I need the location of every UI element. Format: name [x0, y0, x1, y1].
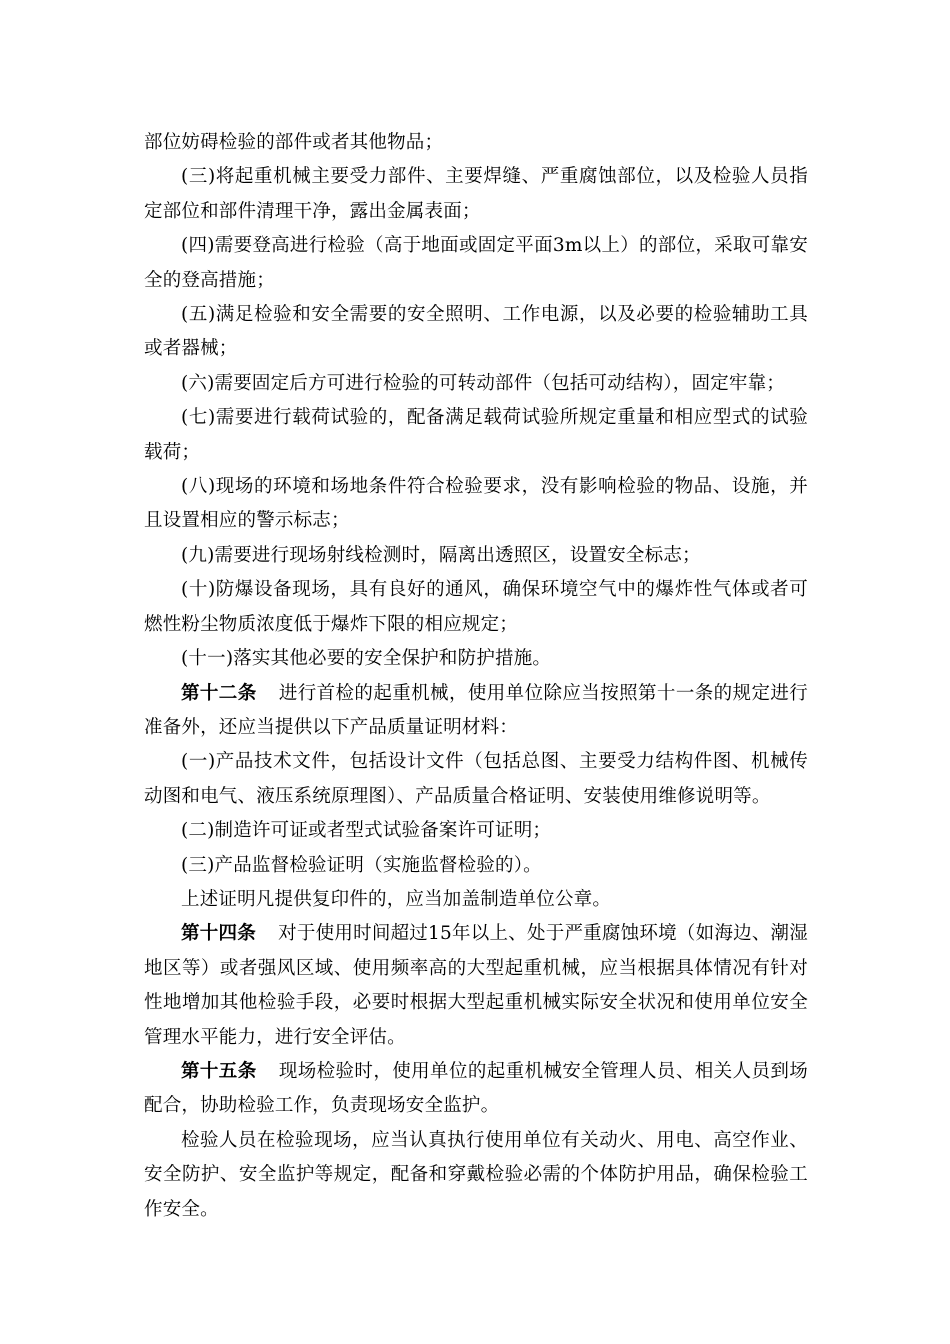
article-heading: 第十二条 — [181, 682, 257, 704]
paragraph-text: (十)防爆设备现场，具有良好的通风，确保环境空气中的爆炸性气体或者可燃性粉尘物质浓度低于爆炸下限的相应规定； — [144, 579, 808, 635]
paragraph-text: (三)产品监督检验证明（实施监督检验的）。 — [181, 854, 542, 876]
article-15 — [144, 1055, 808, 1124]
paragraph-text: 检验人员在检验现场，应当认真执行使用单位有关动火、用电、高空作业、安全防护、安全监护等规定，配备和穿戴检验必需的个体防护用品，确保检验工作安全。 — [144, 1129, 808, 1220]
paragraph-text: (十一)落实其他必要的安全保护和防护措施。 — [181, 648, 552, 670]
paragraph-text: (七)需要进行载荷试验的，配备满足载荷试验所规定重量和相应型式的试验载荷； — [144, 407, 808, 463]
paragraph-14 — [144, 849, 808, 883]
paragraph-text: (三)将起重机械主要受力部件、主要焊缝、严重腐蚀部位，以及检验人员指定部位和部件清理干净，露出金属表面； — [144, 166, 808, 222]
paragraph-text: 部位妨碍检验的部件或者其他物品； — [144, 132, 444, 153]
paragraph-text: (一)产品技术文件，包括设计文件（包括总图、主要受力结构件图、机械传动图和电气、液压系统原理图）、产品质量合格证明、安装使用维修说明等。 — [144, 751, 808, 807]
paragraph-18 — [144, 1124, 808, 1227]
paragraph-4 — [144, 298, 808, 367]
paragraph-12 — [144, 745, 808, 814]
paragraph-9 — [144, 573, 808, 642]
paragraph-7 — [144, 470, 808, 539]
paragraph-3 — [144, 229, 808, 298]
paragraph-text: (六)需要固定后方可进行检验的可转动部件（包括可动结构），固定牢靠； — [181, 372, 785, 394]
paragraph-13 — [144, 814, 808, 848]
article-heading: 第十五条 — [181, 1060, 257, 1082]
paragraph-text: (八)现场的环境和场地条件符合检验要求，没有影响检验的物品、设施，并且设置相应的警示标志； — [144, 476, 808, 532]
paragraph-text: (二)制造许可证或者型式试验备案许可证明； — [181, 820, 552, 842]
paragraph-text: 进行首检的起重机械，使用单位除应当按照第十一条的规定进行准备外，还应当提供以下产品质量证明材料： — [144, 682, 808, 738]
paragraph-text: 上述证明凡提供复印件的，应当加盖制造单位公章。 — [181, 888, 612, 910]
paragraph-15 — [144, 883, 808, 917]
paragraph-10 — [144, 642, 808, 676]
article-14 — [144, 917, 808, 1055]
paragraph-text: 对于使用时间超过15年以上、处于严重腐蚀环境（如海边、潮湿地区等）或者强风区域、使用频率高的大型起重机械，应当根据具体情况有针对性地增加其他检验手段，必要时根据大型起重机械实际安全状况和使用单位安全管理水平能力，进行安全评估。 — [144, 923, 808, 1048]
document-page — [144, 126, 808, 1227]
paragraph-text: (五)满足检验和安全需要的安全照明、工作电源，以及必要的检验辅助工具或者器械； — [144, 304, 808, 360]
paragraph-text: 现场检验时，使用单位的起重机械安全管理人员、相关人员到场配合，协助检验工作，负责现场安全监护。 — [144, 1060, 808, 1117]
article-12 — [144, 677, 808, 746]
paragraph-5 — [144, 367, 808, 401]
paragraph-text: (四)需要登高进行检验（高于地面或固定平面3m以上）的部位，采取可靠安全的登高措施； — [144, 235, 808, 291]
article-heading: 第十四条 — [181, 923, 256, 945]
paragraph-2 — [144, 160, 808, 229]
paragraph-8 — [144, 539, 808, 573]
paragraph-1 — [144, 126, 808, 160]
paragraph-6 — [144, 401, 808, 470]
paragraph-text: (九)需要进行现场射线检测时，隔离出透照区，设置安全标志； — [181, 544, 701, 566]
